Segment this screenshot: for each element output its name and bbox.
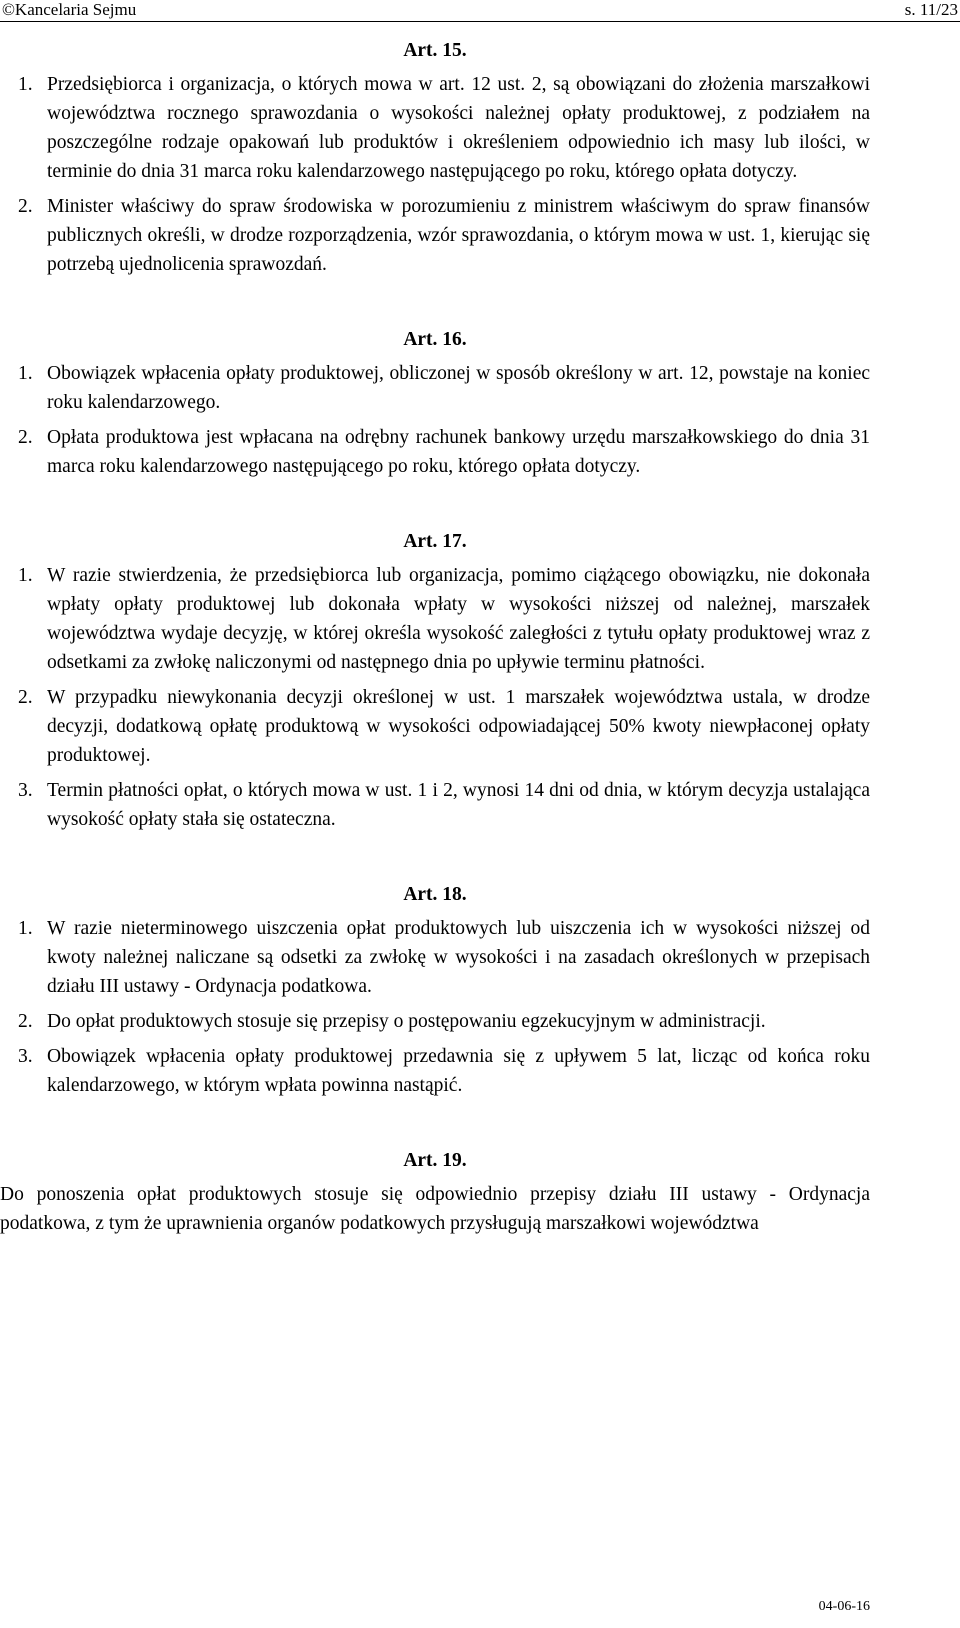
article-16-title: Art. 16. [403, 329, 467, 350]
document-date: 04-06-16 [818, 1599, 870, 1614]
paragraph-number: 2. [18, 1011, 33, 1032]
paragraph-text: Przedsiębiorca i organizacja, o których mowa w art. 12 ust. 2, są obowiązani do złożenia marszałkowi województwa rocznego sprawozdania o wysokości należnej opłaty produktowej, z podziałem na poszczególne rodzaje opakowań lub produktów i określeniem odpowiednio ich masy lub ilości, w terminie do dnia 31 marca roku kalendarzowego następującego po roku, którego opłata dotyczy. [47, 74, 870, 182]
article-16-paragraph-2 [18, 423, 870, 481]
paragraph-text: W przypadku niewykonania decyzji określonej w ust. 1 marszałek województwa ustala, w drodze decyzji, dodatkową opłatę produktową w wysokości odpowiadającej 50% kwoty niewpłaconej opłaty produktowej. [47, 687, 870, 766]
page-number: s. 11/23 [904, 0, 958, 19]
paragraph-number: 1. [18, 565, 33, 586]
article-15-paragraph-2 [18, 192, 870, 279]
article-17-paragraph-2 [18, 683, 870, 770]
paragraph-text: Obowiązek wpłacenia opłaty produktowej, obliczonej w sposób określony w art. 12, powstaje na koniec roku kalendarzowego. [47, 363, 870, 413]
article-17-paragraph-1 [18, 561, 870, 677]
article-19-title: Art. 19. [403, 1150, 467, 1171]
paragraph-number: 2. [18, 196, 33, 217]
article-16-paragraph-1 [18, 359, 870, 417]
paragraph-text: Minister właściwy do spraw środowiska w porozumieniu z ministrem właściwym do spraw finansów publicznych określi, w drodze rozporządzenia, wzór sprawozdania, o którym mowa w ust. 1, kierując się potrzebą ujednolicenia sprawozdań. [47, 196, 870, 275]
paragraph-text: Termin płatności opłat, o których mowa w ust. 1 i 2, wynosi 14 dni od dnia, w którym decyzja ustalająca wysokość opłaty stała się ostateczna. [47, 780, 870, 830]
paragraph-text: W razie nieterminowego uiszczenia opłat produktowych lub uiszczenia ich w wysokości niższej od kwoty należnej naliczane są odsetki za zwłokę w wysokości i na zasadach określonych w przepisach działu III ustawy - Ordynacja podatkowa. [47, 918, 870, 997]
paragraph-number: 3. [18, 780, 33, 801]
article-spacer [0, 840, 870, 880]
article-spacer [0, 487, 870, 527]
article-15-title: Art. 15. [403, 40, 467, 61]
paragraph-number: 1. [18, 918, 33, 939]
article-18-title: Art. 18. [403, 884, 467, 905]
article-19-text: Do ponoszenia opłat produktowych stosuje się odpowiednio przepisy działu III ustawy - Ordynacja podatkowa, z tym że uprawnienia organów podatkowych przysługują marszałkowi województwa [0, 1184, 870, 1234]
article-18-paragraph-3 [18, 1042, 870, 1100]
paragraph-text: Opłata produktowa jest wpłacana na odrębny rachunek bankowy urzędu marszałkowskiego do dnia 31 marca roku kalendarzowego następującego po roku, którego opłata dotyczy. [47, 427, 870, 477]
article-spacer [0, 285, 870, 325]
paragraph-number: 3. [18, 1046, 33, 1067]
page-header [0, 0, 960, 20]
paragraph-number: 1. [18, 74, 33, 95]
paragraph-number: 2. [18, 687, 33, 708]
publisher-label: ©Kancelaria Sejmu [2, 0, 137, 19]
paragraph-number: 1. [18, 363, 33, 384]
article-18-paragraph-2 [18, 1007, 870, 1036]
document-body [0, 36, 870, 1244]
article-15-paragraph-1 [18, 70, 870, 186]
article-17-paragraph-3 [18, 776, 870, 834]
paragraph-text: Obowiązek wpłacenia opłaty produktowej przedawnia się z upływem 5 lat, licząc od końca roku kalendarzowego, w którym wpłata powinna nastąpić. [47, 1046, 870, 1096]
article-18-paragraph-1 [18, 914, 870, 1001]
article-spacer [0, 1106, 870, 1146]
header-divider [0, 21, 960, 22]
article-17-title: Art. 17. [403, 531, 467, 552]
paragraph-number: 2. [18, 427, 33, 448]
paragraph-text: Do opłat produktowych stosuje się przepisy o postępowaniu egzekucyjnym w administracji. [47, 1011, 766, 1032]
paragraph-text: W razie stwierdzenia, że przedsiębiorca lub organizacja, pomimo ciążącego obowiązku, nie dokonała wpłaty opłaty produktowej lub dokonała wpłaty w wysokości niższej od należnej, marszałek województwa wydaje decyzję, w której określa wysokość zaległości z tytułu opłaty produktowej wraz z odsetkami za zwłokę naliczonymi od następnego dnia po upływie terminu płatności. [47, 565, 870, 673]
